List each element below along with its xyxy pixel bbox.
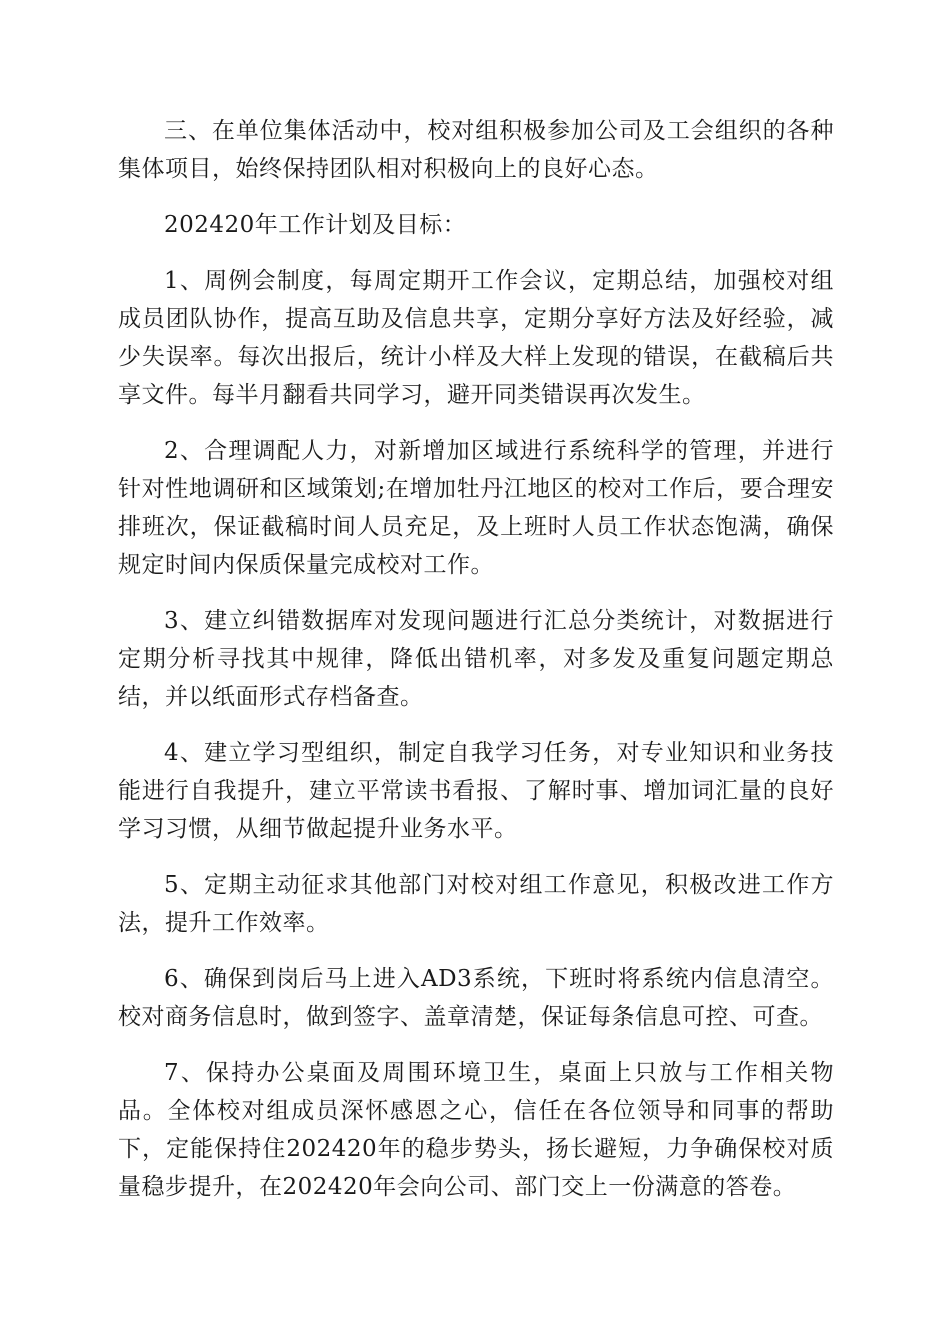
paragraph-item-6: 6、确保到岗后马上进入AD3系统，下班时将系统内信息清空。校对商务信息时，做到签字、盖章清楚，保证每条信息可控、可查。 [118,966,834,1030]
document-body [118,112,834,1224]
paragraph-item-4: 4、建立学习型组织，制定自我学习任务，对专业知识和业务技能进行自我提升，建立平常读书看报、了解时事、增加词汇量的良好学习习惯，从细节做起提升业务水平。 [118,740,834,842]
paragraph-item-3: 3、建立纠错数据库对发现问题进行汇总分类统计，对数据进行定期分析寻找其中规律，降低出错机率，对多发及重复问题定期总结，并以纸面形式存档备查。 [118,608,834,710]
paragraph-activities: 三、在单位集体活动中，校对组积极参加公司及工会组织的各种集体项目，始终保持团队相对积极向上的良好心态。 [118,118,834,182]
paragraph-plan-heading: 202420年工作计划及目标： [164,212,467,238]
paragraph-item-1: 1、周例会制度，每周定期开工作会议，定期总结，加强校对组成员团队协作，提高互助及信息共享，定期分享好方法及好经验，减少失误率。每次出报后，统计小样及大样上发现的错误，在截稿后共享文件。每半月翻看共同学习，避开同类错误再次发生。 [118,268,834,408]
paragraph-item-7: 7、保持办公桌面及周围环境卫生，桌面上只放与工作相关物品。全体校对组成员深怀感恩之心，信任在各位领导和同事的帮助下，定能保持住202420年的稳步势头，扬长避短，力争确保校对质量稳步提升，在202420年会向公司、部门交上一份满意的答卷。 [118,1060,834,1200]
paragraph-item-2: 2、合理调配人力，对新增加区域进行系统科学的管理，并进行针对性地调研和区域策划;在增加牡丹江地区的校对工作后，要合理安排班次，保证截稿时间人员充足，及上班时人员工作状态饱满，确保规定时间内保质保量完成校对工作。 [118,438,834,578]
paragraph-item-5: 5、定期主动征求其他部门对校对组工作意见，积极改进工作方法，提升工作效率。 [118,872,834,936]
